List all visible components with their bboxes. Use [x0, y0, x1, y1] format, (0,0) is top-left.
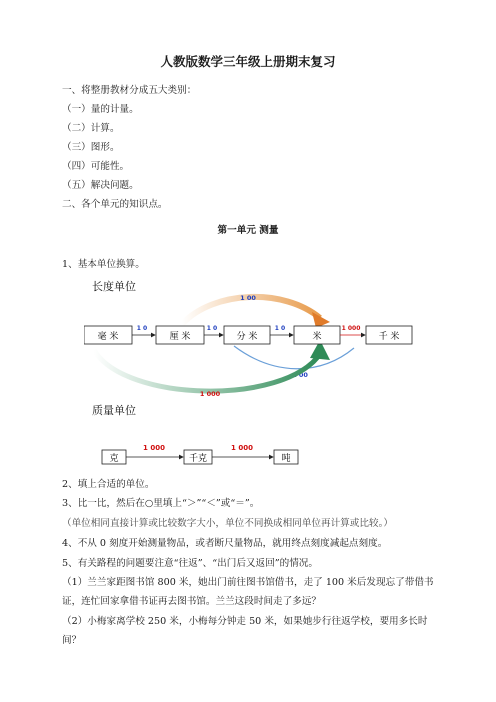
rate-m-km: 1 000 — [341, 325, 361, 332]
svg-text:吨: 吨 — [281, 454, 291, 464]
length-units-heading: 长度单位 — [92, 280, 136, 293]
unit-box-cm — [156, 326, 204, 344]
category-item: （四）可能性。 — [62, 161, 130, 172]
item-4: 4、不从 0 刻度开始测量物品，或者断尺量物品，就用终点刻度减起点刻度。 — [62, 538, 388, 549]
question-2-line-2: 间？ — [62, 635, 82, 646]
category-item: （二）计算。 — [62, 123, 120, 134]
mass-units-heading: 质量单位 — [92, 404, 136, 417]
rate-cm-dm: 1 0 — [206, 325, 218, 332]
item-5: 5、有关路程的问题要注意“往返”、“出门后又返回”的情况。 — [62, 558, 318, 569]
unit-conversion-diagram — [84, 278, 424, 474]
arc-bottom-label: 1 000 — [199, 390, 221, 398]
category-item: （一）量的计量。 — [62, 104, 139, 115]
item-2: 2、填上合适的单位。 — [62, 479, 155, 490]
question-1-line-2: 证，连忙回家拿借书证再去图书馆。兰兰这段时间走了多远？ — [62, 596, 322, 607]
rate-dm-m: 1 0 — [274, 325, 286, 332]
rate-g-kg: 1 000 — [143, 444, 165, 452]
unit-box-kg — [184, 450, 212, 464]
svg-text:克: 克 — [109, 454, 119, 464]
arc-mid-label: 1 00 — [292, 371, 308, 379]
unit-box-dm — [224, 326, 270, 344]
unit-box-km — [366, 326, 412, 344]
category-item: （三）图形。 — [62, 142, 120, 153]
svg-text:分 米: 分 米 — [236, 332, 258, 342]
svg-text:千 米: 千 米 — [378, 332, 400, 342]
unit-one-title: 第一单元 测量 — [217, 225, 279, 236]
question-2-line-1: （2）小梅家离学校 250 米，小梅每分钟走 50 米，如果她步行往返学校，要用多长时 — [62, 616, 428, 627]
unit-box-mm — [84, 326, 132, 344]
category-item: （五）解决问题。 — [62, 180, 139, 191]
intro-line: 一、将整册教材分成五大类别： — [62, 85, 197, 96]
item-3: 3、比一比，然后在○里填上“＞”“＜”或“＝”。 — [62, 498, 260, 509]
svg-text:厘 米: 厘 米 — [169, 332, 191, 342]
arc-dm-return — [234, 346, 354, 369]
document-title: 人教版数学三年级上册期末复习 — [160, 54, 336, 69]
unit-box-ton — [274, 450, 298, 464]
arc-mm-to-m — [94, 350, 320, 391]
section-two-heading: 二、各个单元的知识点。 — [62, 199, 168, 210]
svg-text:千克: 千克 — [188, 454, 208, 464]
item-3-note: （单位相同直接计算或比较数字大小，单位不同换成相同单位再计算或比较。） — [62, 518, 393, 529]
unit-box-gram — [102, 450, 126, 464]
arc-top-label: 1 00 — [240, 294, 256, 302]
unit-box-m — [294, 326, 340, 344]
rate-kg-t: 1 000 — [231, 444, 253, 452]
svg-text:毫 米: 毫 米 — [97, 332, 119, 342]
rate-mm-cm: 1 0 — [136, 325, 148, 332]
item-1: 1、基本单位换算。 — [62, 259, 145, 270]
svg-text:米: 米 — [312, 332, 322, 342]
question-1-line-1: （1）兰兰家距图书馆 800 米，她出门前往图书馆借书，走了 100 米后发现忘了带借书 — [62, 577, 434, 588]
